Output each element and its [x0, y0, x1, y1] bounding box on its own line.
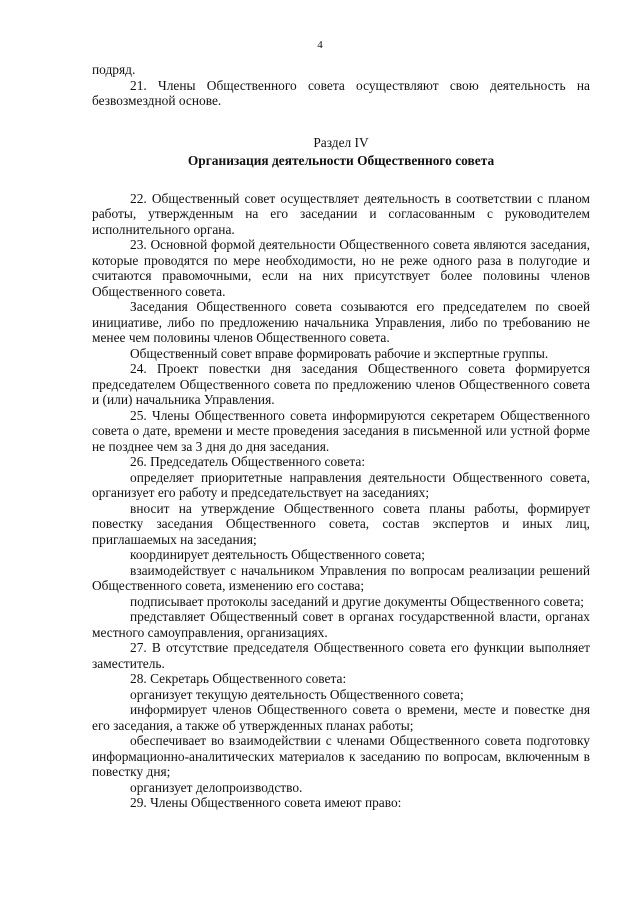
paragraph-26-item: определяет приоритетные направления деятельности Общественного совета, организует его работу и председательствует на заседаниях; [92, 469, 590, 500]
paragraph-28-item: организует делопроизводство. [130, 779, 303, 795]
paragraph-24: 24. Проект повестки дня заседания Общественного совета формируется председателем Общественного совета по предложению членов Общественного совета и (или) начальника Управления. [92, 361, 590, 407]
paragraph-28-item: обеспечивает во взаимодействии с членами Общественного совета подготовку информационно-аналитических материалов к заседанию по вопросам, включенным в повестку дня; [92, 733, 590, 779]
paragraph-26-item: координирует деятельность Общественного совета; [130, 547, 425, 562]
paragraph-26-item: взаимодействует с начальником Управления по вопросам реализации решений Общественного совета, изменению его состава; [92, 562, 590, 593]
paragraph-26-item: вносит на утверждение Общественного совета планы работы, формирует повестку заседания Общественного совета, состав экспертов и иных лиц, приглашаемых на заседания; [92, 500, 590, 547]
paragraph-21: 21. Члены Общественного совета осуществляют свою деятельность на безвозмездной основе. [92, 77, 590, 108]
document-body [92, 62, 590, 811]
paragraph-26-item: представляет Общественный совет в органах государственной власти, органах местного самоуправления, организациях. [92, 609, 590, 640]
paragraph-28: 28. Секретарь Общественного совета: [130, 671, 347, 686]
paragraph-28-item: информирует членов Общественного совета о времени, месте и повестке дня его заседания, а также об утвержденных планах работы; [92, 702, 590, 733]
paragraph-26-item: подписывает протоколы заседаний и другие документы Общественного совета; [130, 593, 585, 609]
section-title: Раздел IV [313, 134, 369, 150]
paragraph-continuation: подряд. [92, 62, 136, 77]
paragraph-26: 26. Председатель Общественного совета: [130, 454, 366, 469]
section-subtitle: Организация деятельности Общественного совета [187, 153, 495, 168]
paragraph-29: 29. Члены Общественного совета имеют право: [130, 795, 402, 810]
paragraph-23-convening: Заседания Общественного совета созываются его председателем по своей инициативе, либо по предложению начальника Управления, либо по требованию не менее чем половины членов Общественного совета. [92, 299, 590, 345]
page-number: 4 [317, 39, 323, 51]
paragraph-25: 25. Члены Общественного совета информируются секретарем Общественного совета о дате, времени и месте проведения заседания в письменной или устной форме не позднее чем за 3 дня до дня заседания. [92, 407, 590, 454]
paragraph-23-groups: Общественный совет вправе формировать рабочие и экспертные группы. [130, 345, 549, 361]
paragraph-27: 27. В отсутствие председателя Общественного совета его функции выполняет заместитель. [92, 640, 590, 671]
paragraph-22: 22. Общественный совет осуществляет деятельность в соответствии с планом работы, утвержденным на его заседании и согласованным с руководителем исполнительного органа. [92, 190, 590, 237]
paragraph-23: 23. Основной формой деятельности Общественного совета являются заседания, которые проводятся по мере необходимости, но не реже одного раза в полугодие и считаются правомочными, если на них присутствует более половины членов Общественного совета. [92, 237, 590, 299]
paragraph-28-item: организует текущую деятельность Общественного совета; [130, 686, 464, 702]
